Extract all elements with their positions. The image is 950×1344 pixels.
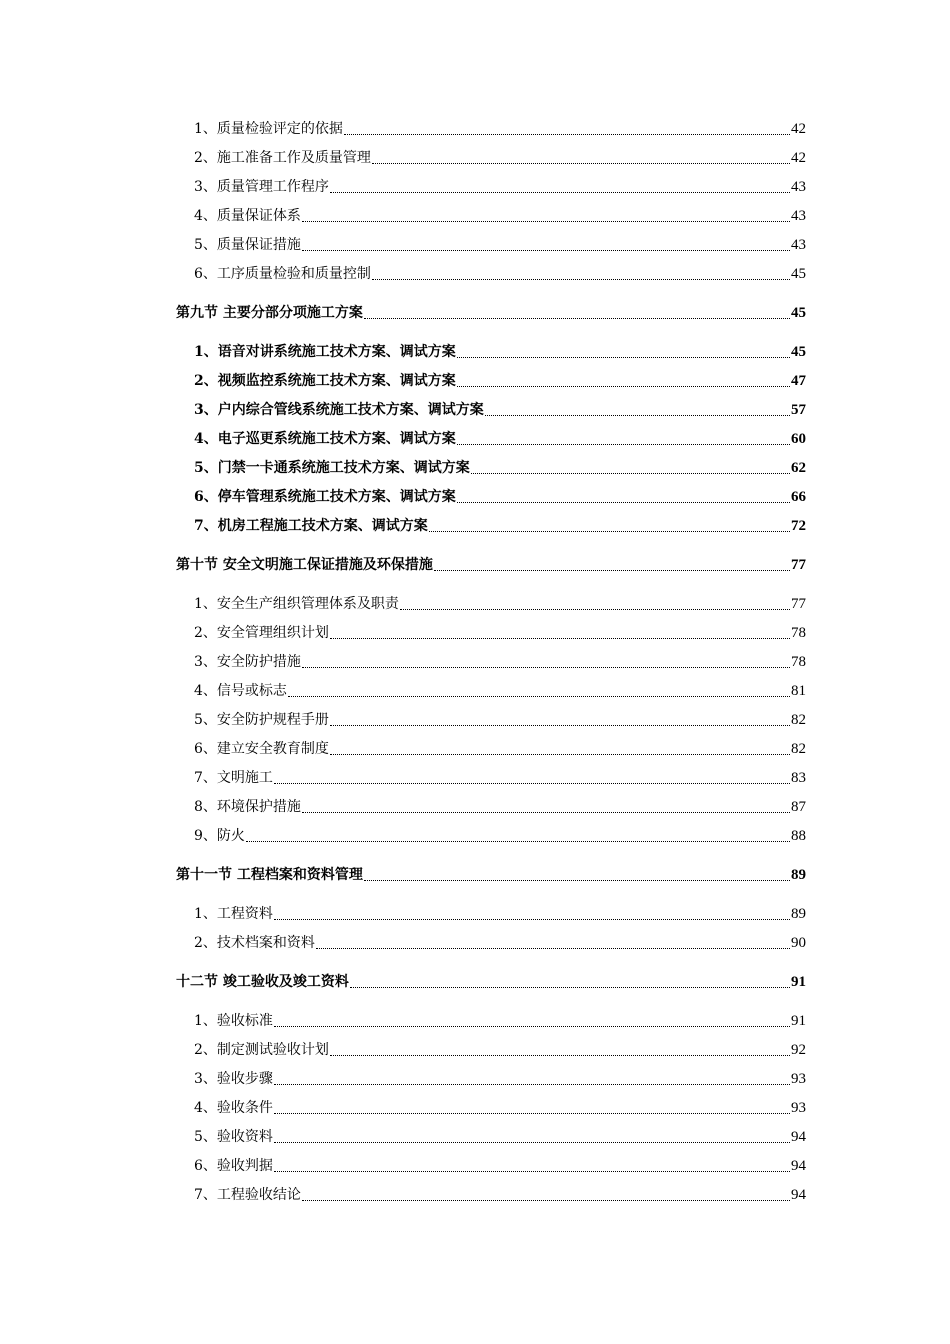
toc-entry-title: 第十一节 工程档案和资料管理 [176,867,363,883]
dot-leader [302,812,790,813]
toc-entry-title: 1、质量检验评定的依据 [194,121,343,137]
dot-leader [330,638,790,639]
toc-entry[interactable] [176,391,806,420]
toc-page-number: 62 [791,460,806,476]
toc-entry[interactable] [176,197,806,226]
toc-page-number: 92 [791,1042,806,1058]
dot-leader [350,987,790,988]
toc-entry-title: 7、工程验收结论 [194,1187,301,1203]
dot-leader [302,1200,790,1201]
toc-entry[interactable] [176,226,806,255]
toc-entry[interactable] [176,1031,806,1060]
toc-entry-title: 2、视频监控系统施工技术方案、调试方案 [194,373,456,389]
toc-entry-title: 2、技术档案和资料 [194,935,315,951]
toc-entry-title: 1、验收标准 [194,1013,273,1029]
toc-entry[interactable] [176,788,806,817]
toc-entry-title: 9、防火 [194,828,245,844]
toc-page-number: 87 [791,799,806,815]
toc-entry[interactable] [176,168,806,197]
toc-entry-title: 2、安全管理组织计划 [194,625,329,641]
toc-page-number: 91 [791,974,806,990]
toc-page-number: 82 [791,712,806,728]
dot-leader [364,880,790,881]
dot-leader [457,386,790,387]
toc-entry-title: 5、门禁一卡通系统施工技术方案、调试方案 [194,460,470,476]
toc-entry-title: 1、工程资料 [194,906,273,922]
toc-entry-title: 4、质量保证体系 [194,208,301,224]
dot-leader [372,279,790,280]
toc-page-number: 89 [791,906,806,922]
table-of-contents [176,110,806,1205]
toc-page-number: 42 [791,121,806,137]
dot-leader [288,696,790,697]
toc-page-number: 93 [791,1100,806,1116]
toc-entry-title: 第九节 主要分部分项施工方案 [176,305,363,321]
toc-entry-title: 十二节 竣工验收及竣工资料 [176,974,349,990]
dot-leader [274,919,790,920]
toc-entry[interactable] [176,362,806,391]
toc-page-number: 78 [791,625,806,641]
dot-leader [372,163,790,164]
toc-page-number: 93 [791,1071,806,1087]
dot-leader [429,531,790,532]
toc-page-number: 57 [791,402,806,418]
toc-entry[interactable] [176,1118,806,1147]
toc-entry-title: 7、机房工程施工技术方案、调试方案 [194,518,428,534]
toc-entry[interactable] [176,614,806,643]
toc-section-entry[interactable] [176,846,806,885]
dot-leader [274,1171,790,1172]
toc-entry[interactable] [176,701,806,730]
toc-page-number: 43 [791,179,806,195]
toc-entry-title: 3、户内综合管线系统施工技术方案、调试方案 [194,402,484,418]
toc-page-number: 72 [791,518,806,534]
dot-leader [400,609,790,610]
toc-page-number: 47 [791,373,806,389]
toc-entry[interactable] [176,507,806,536]
toc-section-entry[interactable] [176,536,806,575]
toc-entry-title: 2、施工准备工作及质量管理 [194,150,371,166]
dot-leader [471,473,790,474]
toc-entry[interactable] [176,1147,806,1176]
toc-entry[interactable] [176,1089,806,1118]
toc-entry-title: 5、验收资料 [194,1129,273,1145]
dot-leader [330,1055,790,1056]
toc-entry[interactable] [176,1060,806,1089]
toc-entry[interactable] [176,449,806,478]
toc-entry-title: 7、文明施工 [194,770,273,786]
toc-page-number: 77 [791,596,806,612]
dot-leader [302,250,790,251]
toc-entry[interactable] [176,478,806,507]
toc-page-number: 77 [791,557,806,573]
toc-page-number: 94 [791,1158,806,1174]
toc-entry[interactable] [176,817,806,846]
toc-page-number: 82 [791,741,806,757]
dot-leader [457,357,790,358]
toc-entry-title: 3、验收步骤 [194,1071,273,1087]
dot-leader [434,570,790,571]
toc-entry-title: 4、信号或标志 [194,683,287,699]
dot-leader [274,1026,790,1027]
toc-entry-title: 5、安全防护规程手册 [194,712,329,728]
toc-entry[interactable] [176,575,806,614]
toc-page-number: 45 [791,305,806,321]
toc-entry[interactable] [176,643,806,672]
dot-leader [274,1113,790,1114]
toc-entry-title: 2、制定测试验收计划 [194,1042,329,1058]
toc-page-number: 83 [791,770,806,786]
toc-entry[interactable] [176,759,806,788]
toc-page-number: 43 [791,208,806,224]
toc-entry-title: 4、电子巡更系统施工技术方案、调试方案 [194,431,456,447]
dot-leader [302,667,790,668]
toc-entry-title: 第十节 安全文明施工保证措施及环保措施 [176,557,433,573]
dot-leader [330,754,790,755]
dot-leader [274,1084,790,1085]
toc-page-number: 94 [791,1129,806,1145]
toc-section-entry[interactable] [176,953,806,992]
dot-leader [457,444,790,445]
toc-page-number: 81 [791,683,806,699]
dot-leader [302,221,790,222]
toc-entry[interactable] [176,924,806,953]
dot-leader [330,192,790,193]
toc-page-number: 66 [791,489,806,505]
toc-entry-title: 6、验收判据 [194,1158,273,1174]
dot-leader [316,948,790,949]
toc-entry[interactable] [176,672,806,701]
toc-page-number: 43 [791,237,806,253]
toc-page-number: 45 [791,266,806,282]
toc-entry-title: 3、安全防护措施 [194,654,301,670]
toc-entry[interactable] [176,420,806,449]
toc-page-number: 88 [791,828,806,844]
dot-leader [330,725,790,726]
toc-entry-title: 8、环境保护措施 [194,799,301,815]
dot-leader [274,1142,790,1143]
toc-page-number: 89 [791,867,806,883]
toc-entry[interactable] [176,139,806,168]
toc-entry-title: 1、语音对讲系统施工技术方案、调试方案 [194,344,456,360]
toc-entry[interactable] [176,1176,806,1205]
toc-entry-title: 3、质量管理工作程序 [194,179,329,195]
dot-leader [364,318,790,319]
toc-page-number: 90 [791,935,806,951]
toc-entry[interactable] [176,885,806,924]
dot-leader [485,415,790,416]
toc-entry-title: 1、安全生产组织管理体系及职责 [194,596,399,612]
toc-page-number: 91 [791,1013,806,1029]
toc-entry[interactable] [176,730,806,759]
toc-page-number: 42 [791,150,806,166]
toc-page-number: 60 [791,431,806,447]
toc-entry[interactable] [176,110,806,139]
toc-page-number: 94 [791,1187,806,1203]
toc-entry-title: 6、停车管理系统施工技术方案、调试方案 [194,489,456,505]
dot-leader [344,134,790,135]
toc-entry[interactable] [176,992,806,1031]
dot-leader [457,502,790,503]
toc-page-number: 78 [791,654,806,670]
dot-leader [246,841,790,842]
toc-entry[interactable] [176,323,806,362]
toc-page-number: 45 [791,344,806,360]
toc-entry-title: 4、验收条件 [194,1100,273,1116]
toc-entry-title: 6、建立安全教育制度 [194,741,329,757]
toc-section-entry[interactable] [176,284,806,323]
toc-entry-title: 6、工序质量检验和质量控制 [194,266,371,282]
toc-entry-title: 5、质量保证措施 [194,237,301,253]
toc-entry[interactable] [176,255,806,284]
dot-leader [274,783,790,784]
